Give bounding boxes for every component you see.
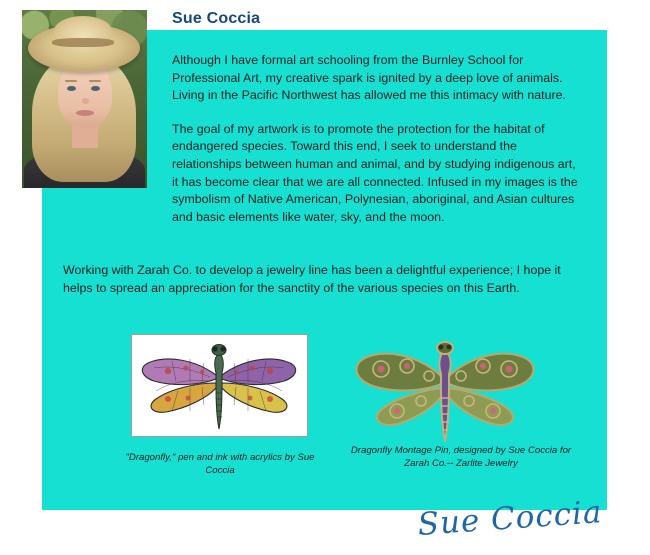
portrait-eyebrow-left	[65, 80, 77, 82]
artist-portrait-photo	[22, 10, 147, 188]
dragonfly-montage-pin-image	[345, 338, 545, 450]
dragonfly-drawing-frame	[131, 334, 308, 437]
bio-paragraph-2: The goal of my artwork is to promote the protection for the habitat of endangered species. Toward this end, I seek to understand the relationships between human and animal, and by studying indigenous art, it has become clear that we are all connected. Infused in my images is the symbolism of Native American, Polynesian, aboriginal, and Asian cultures and basic elements like water, sky, and the moon.	[172, 121, 578, 224]
portrait-eyebrow-right	[89, 80, 101, 82]
portrait-eye-right	[91, 86, 100, 91]
bio-paragraph-1: Although I have formal art schooling from the Burnley School for Professional Art, my creative spark is ignited by a deep love of animals. Living in the Pacific Northwest has allowed me this intimacy with nature.	[172, 53, 566, 103]
portrait-nose	[82, 98, 89, 104]
portrait-mouth	[76, 110, 94, 116]
dragonfly-drawing-caption: "Dragonfly," pen and ink with acrylics by Sue Coccia	[125, 452, 315, 476]
bio-text-column	[172, 52, 584, 226]
portrait-eye-left	[67, 86, 76, 91]
artwork-row	[63, 334, 583, 494]
bio-paragraph-3: Working with Zarah Co. to develop a jewelry line has been a delightful experience; I hope it helps to spread an appreciation for the sanctity of the various species on this Earth.	[63, 263, 561, 295]
dragonfly-drawing-image	[132, 335, 307, 436]
dragonfly-pin-caption: Dragonfly Montage Pin, designed by Sue Coccia for Zarah Co.-- Zarlite Jewelry	[350, 445, 572, 469]
artist-name-heading: Sue Coccia	[172, 10, 261, 27]
portrait-straw-hat-band	[52, 38, 114, 47]
artist-signature: Sue Coccia	[416, 494, 604, 543]
